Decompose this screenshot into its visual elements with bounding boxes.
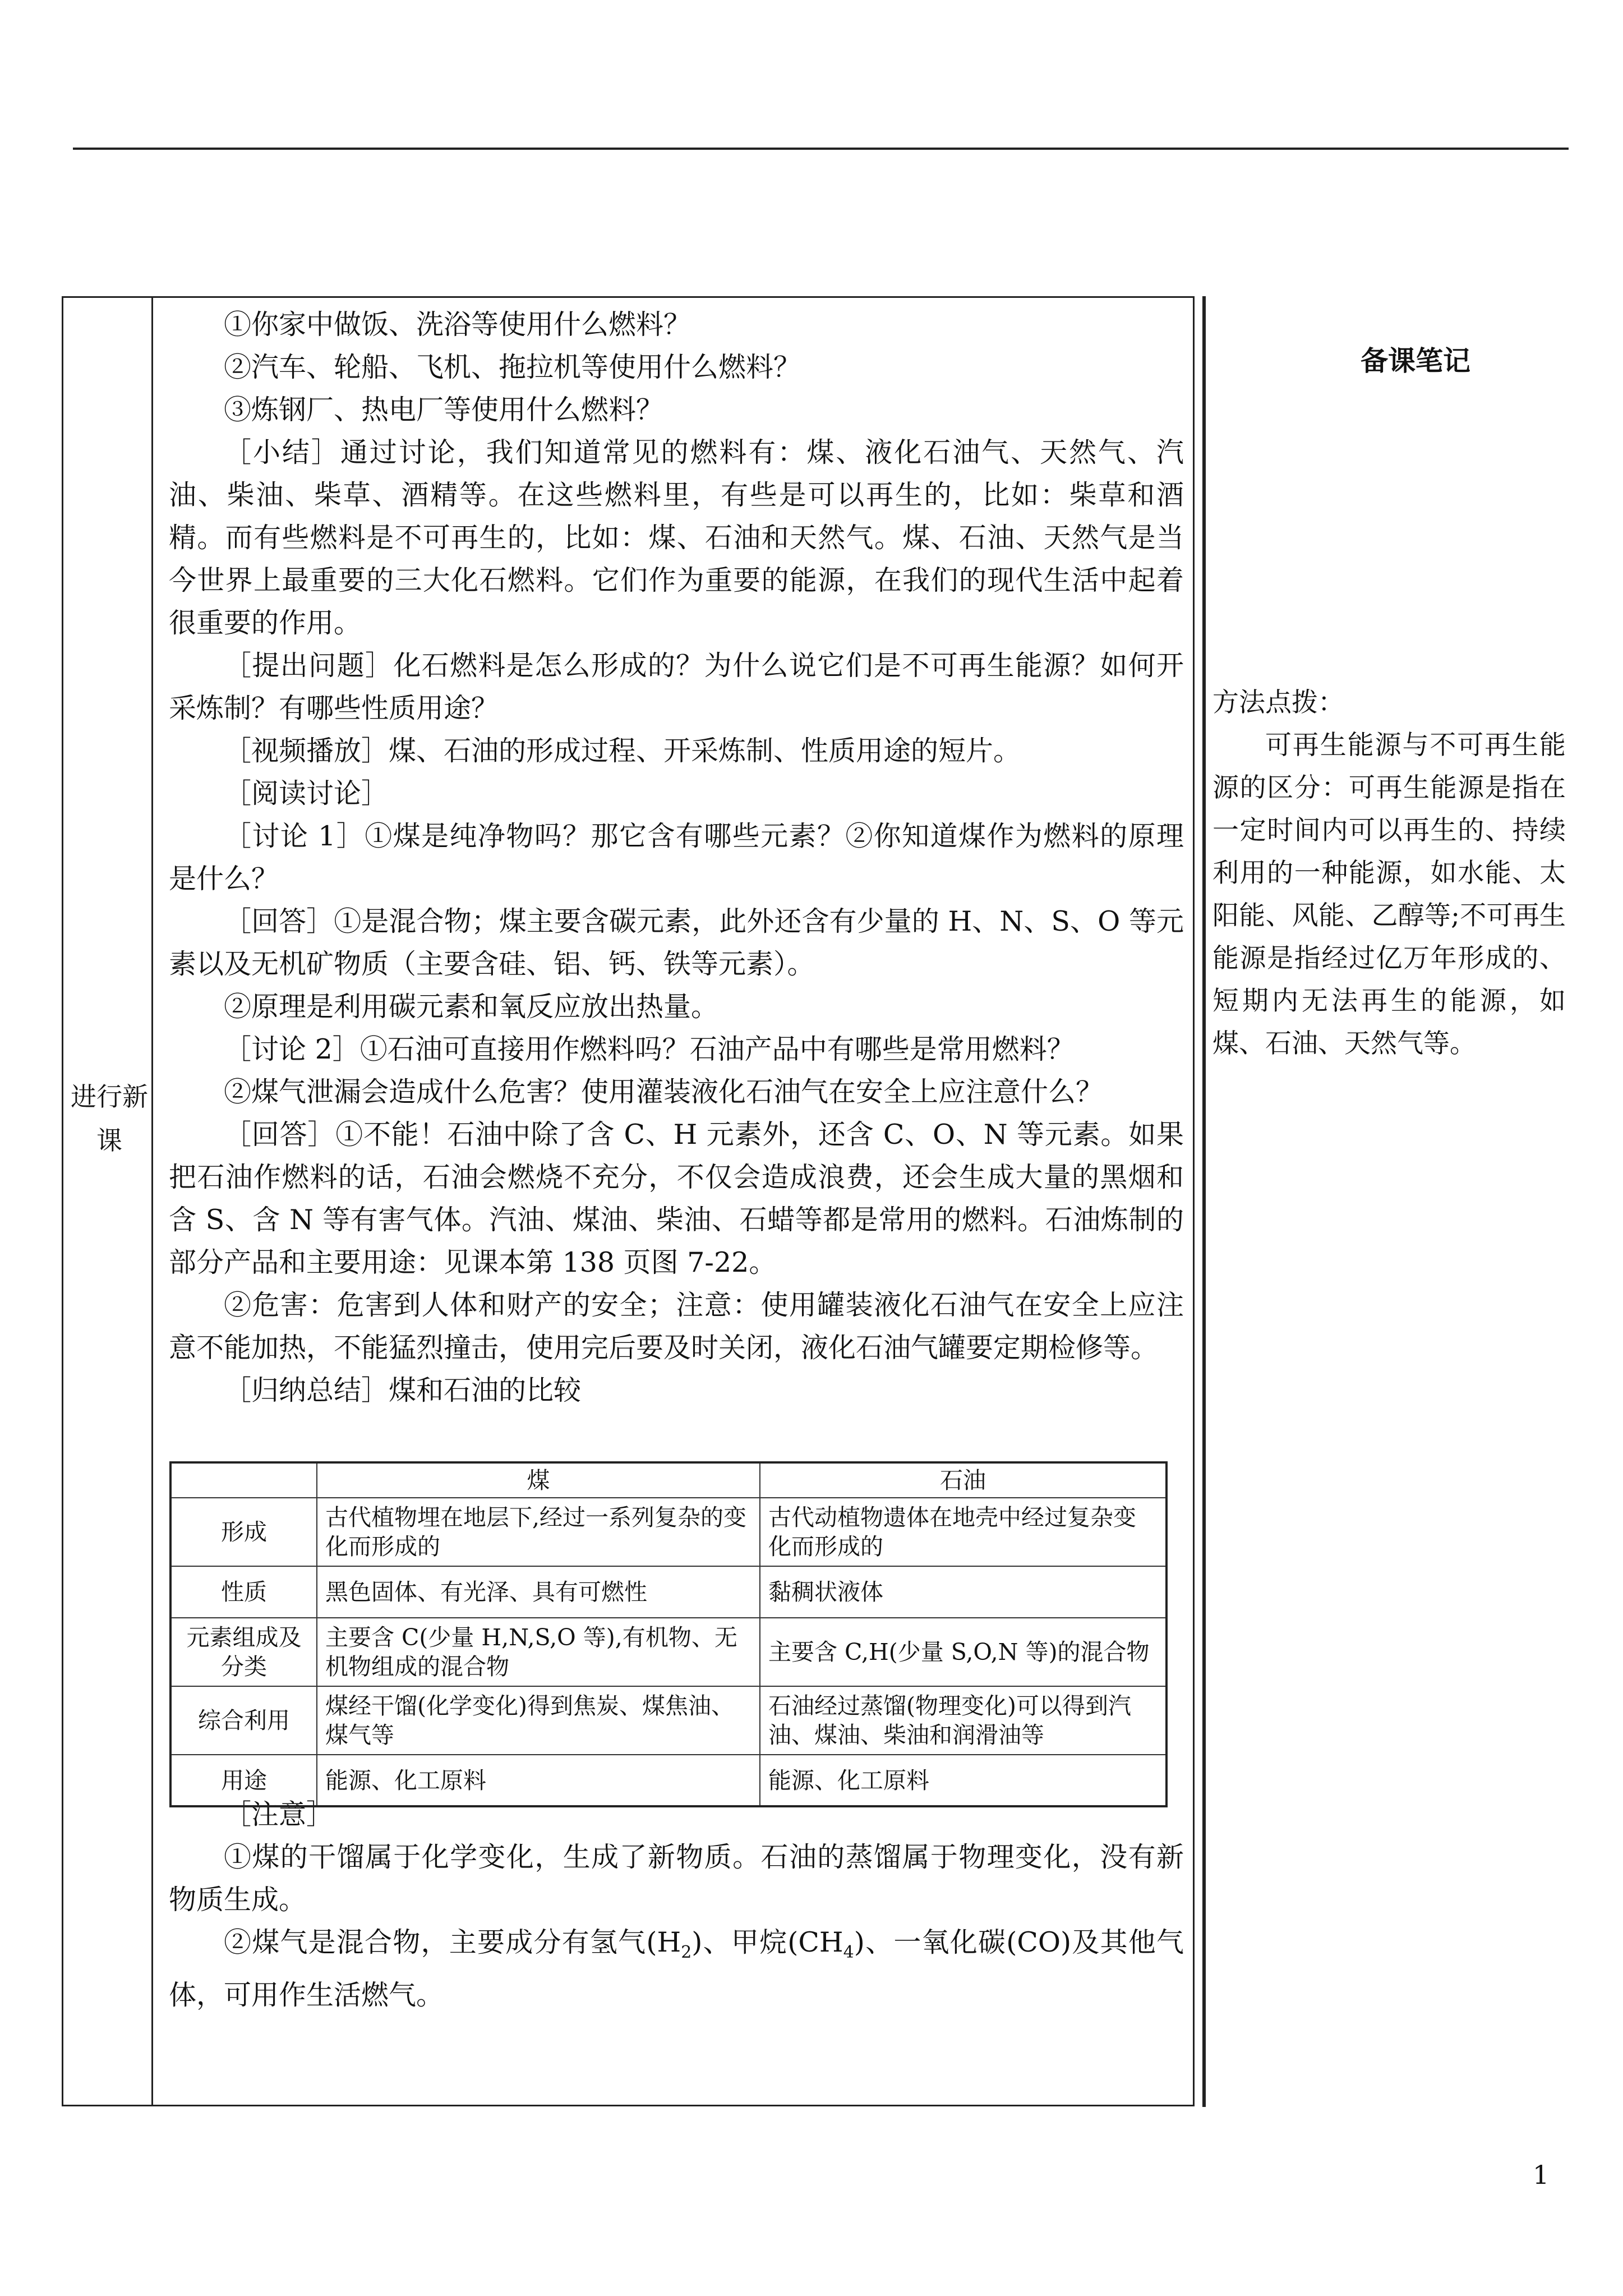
table-row-header: 性质 (170, 1566, 317, 1618)
question-2: ②汽车、轮船、飞机、拖拉机等使用什么燃料？ (224, 351, 801, 383)
table-header-cell: 煤 (317, 1462, 760, 1498)
answer-1-part-2: ②原理是利用碳元素和氧反应放出热量。 (224, 991, 719, 1023)
section-label: 进行新课 (71, 1082, 148, 1156)
table-row (170, 1686, 1166, 1755)
question-1: ①你家中做饭、洗浴等使用什么燃料？ (224, 309, 691, 341)
table-cell: 能源、化工原料 (760, 1755, 1166, 1806)
lesson-frame (62, 296, 1195, 2106)
table-cell: 黏稠状液体 (760, 1566, 1166, 1618)
notes-title: 备课笔记 (1360, 345, 1470, 377)
section-column (63, 298, 153, 2105)
table-cell: 黑色固体、有光泽、具有可燃性 (317, 1566, 760, 1618)
method-text: 可再生能源与不可再生能源的区分：可再生能源是指在一定时间内可以再生的、持续利用的一种能源，如水能、太阳能、风能、乙醇等;不可再生能源是指经过亿万年形成的、短期内无法再生的能源，如煤、石油、天然气等。 (1212, 730, 1566, 1059)
answer-2-part-2: ②危害：危害到人体和财产的安全；注意：使用罐装液化石油气在安全上应注意不能加热，不能猛烈撞击，使用完后要及时关闭，液化石油气罐要定期检修等。 (169, 1289, 1184, 1364)
answer-1: ［回答］①是混合物；煤主要含碳元素，此外还含有少量的 H、N、S、O 等元素以及无机矿物质（主要含硅、铝、钙、铁等元素）。 (169, 905, 1184, 980)
answer-2: ［回答］①不能！石油中除了含 C、H 元素外，还含 C、O、N 等元素。如果把石油作燃料的话，石油会燃烧不充分，不仅会造成浪费，还会生成大量的黑烟和含 S、含 N 等有害气体。汽油、煤油、柴油、石蜡等都是常用的燃料。石油炼制的部分产品和主要用途：见课本第 138 页图 7-22。 (169, 1119, 1184, 1278)
discussion-2: ［讨论 2］①石油可直接用作燃料吗？石油产品中有哪些是常用燃料？ (224, 1033, 1075, 1065)
summary-heading: ［归纳总结］煤和石油的比较 (224, 1374, 582, 1406)
table-cell: 古代动植物遗体在地壳中经过复杂变化而形成的 (760, 1498, 1166, 1566)
table-cell: 煤经干馏(化学变化)得到焦炭、煤焦油、煤气等 (317, 1686, 760, 1755)
table-row (170, 1566, 1166, 1618)
method-heading: 方法点拨： (1212, 687, 1344, 718)
notes-separator (1202, 296, 1206, 2107)
table-header-cell (170, 1462, 317, 1498)
table-cell: 古代植物埋在地层下,经过一系列复杂的变化而形成的 (317, 1498, 760, 1566)
video-paragraph: ［视频播放］煤、石油的形成过程、开采炼制、性质用途的短片。 (224, 735, 1021, 767)
table-cell: 石油经过蒸馏(物理变化)可以得到汽油、煤油、柴油和润滑油等 (760, 1686, 1166, 1755)
summary-paragraph: ［小结］通过讨论，我们知道常见的燃料有：煤、液化石油气、天然气、汽油、柴油、柴草、酒精等。在这些燃料里，有些是可以再生的，比如：柴草和酒精。而有些燃料是不可再生的，比如：煤、石油和天然气。煤、石油、天然气是当今世界上最重要的三大化石燃料。它们作为重要的能源，在我们的现代生活中起着很重要的作用。 (169, 436, 1184, 639)
reading-discussion-label: ［阅读讨论］ (224, 777, 389, 809)
discussion-1: ［讨论 1］①煤是纯净物吗？那它含有哪些元素？②你知道煤作为燃料的原理是什么？ (169, 820, 1184, 895)
table-header-cell: 石油 (760, 1462, 1166, 1498)
table-row (170, 1498, 1166, 1566)
table-cell: 主要含 C(少量 H,N,S,O 等),有机物、无机物组成的混合物 (317, 1618, 760, 1686)
table-header-row (170, 1462, 1166, 1498)
raise-question-paragraph: ［提出问题］化石燃料是怎么形成的？为什么说它们是不可再生能源？如何开采炼制？有哪些性质用途？ (169, 650, 1184, 724)
table-row (170, 1755, 1166, 1806)
method-note (1212, 682, 1566, 1065)
note-1: ①煤的干馏属于化学变化，生成了新物质。石油的蒸馏属于物理变化，没有新物质生成。 (169, 1841, 1184, 1916)
table-row-header: 用途 (170, 1755, 317, 1806)
table-cell: 主要含 C,H(少量 S,O,N 等)的混合物 (760, 1618, 1166, 1686)
page-number: 1 (1533, 2160, 1550, 2190)
table-row-header: 元素组成及分类 (170, 1618, 317, 1686)
note-2: ②煤气是混合物，主要成分有氢气$(H_2)$、甲烷$(CH_4)$、一氧化碳(CO)及其他气体，可用作生活燃气。 (169, 1926, 1184, 2011)
table-row-header: 形成 (170, 1498, 317, 1566)
note-label: ［注意］ (224, 1798, 334, 1830)
table-cell: 能源、化工原料 (317, 1755, 760, 1806)
comparison-table (169, 1461, 1168, 1807)
discussion-2-part-2: ②煤气泄漏会造成什么危害？使用灌装液化石油气在安全上应注意什么？ (224, 1076, 1104, 1108)
table-row (170, 1618, 1166, 1686)
question-3: ③炼钢厂、热电厂等使用什么燃料？ (224, 394, 664, 426)
table-row-header: 综合利用 (170, 1686, 317, 1755)
header-rule (73, 148, 1569, 150)
